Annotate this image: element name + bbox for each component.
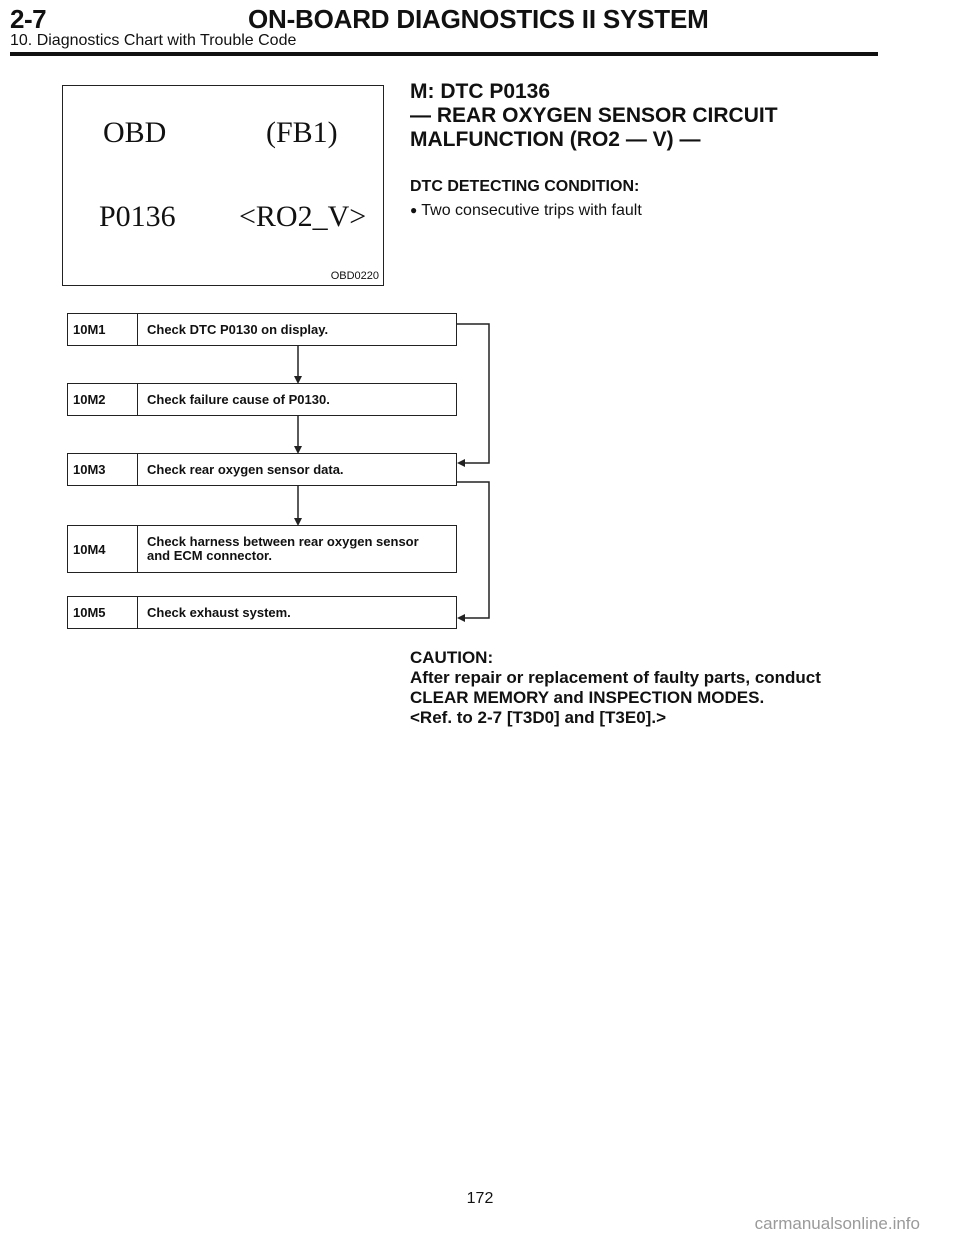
arrowhead-down-icon	[294, 376, 302, 384]
page-title: ON-BOARD DIAGNOSTICS II SYSTEM	[248, 4, 709, 34]
step-code: 10M5	[68, 597, 138, 628]
step-text-line: Check exhaust system.	[147, 604, 291, 620]
page-subtitle: 10. Diagnostics Chart with Trouble Code	[10, 32, 297, 49]
step-text-line: Check DTC P0130 on display.	[147, 321, 329, 337]
watermark[interactable]: carmanualsonline.info	[754, 1214, 920, 1233]
display-dtc-code: P0136	[99, 200, 176, 233]
arrowhead-left-icon	[457, 614, 465, 622]
caution-block	[410, 648, 821, 728]
bypass-connector-1-3	[457, 324, 489, 463]
figure-id: OBD0220	[330, 270, 379, 282]
arrowhead-down-icon	[294, 518, 302, 526]
section-title-line: — REAR OXYGEN SENSOR CIRCUIT	[410, 104, 778, 127]
step-text-line: Check rear oxygen sensor data.	[147, 461, 344, 477]
bypass-connector-3-5	[457, 482, 489, 618]
section-number: 2-7	[10, 4, 47, 34]
display-mode-label: <RO2_V>	[239, 200, 367, 233]
step-code: 10M2	[68, 384, 138, 415]
step-code: 10M3	[68, 454, 138, 485]
caution-reference-link[interactable]: <Ref. to 2-7 [T3D0] and [T3E0].>	[410, 708, 666, 727]
display-fb-label: (FB1)	[266, 116, 338, 149]
arrowhead-down-icon	[294, 446, 302, 454]
page-number: 172	[466, 1190, 494, 1207]
step-code: 10M4	[68, 526, 138, 572]
step-code: 10M1	[68, 314, 138, 345]
display-obd-label: OBD	[103, 116, 167, 149]
section-title-line: M: DTC P0136	[410, 80, 551, 103]
condition-text: Two consecutive trips with fault	[421, 202, 642, 219]
caution-heading: CAUTION:	[410, 648, 494, 667]
arrowhead-left-icon	[457, 459, 465, 467]
section-title-line: MALFUNCTION (RO2 — V) —	[410, 128, 701, 151]
caution-line: After repair or replacement of faulty parts, conduct	[410, 668, 821, 687]
step-text-line: and ECM connector.	[147, 548, 272, 563]
bullet-icon: ●	[410, 203, 418, 217]
step-text-line: Check harness between rear oxygen sensor	[147, 534, 419, 549]
step-text-line: Check failure cause of P0130.	[147, 391, 330, 407]
condition-heading: DTC DETECTING CONDITION:	[410, 178, 640, 195]
caution-line: CLEAR MEMORY and INSPECTION MODES.	[410, 688, 765, 707]
